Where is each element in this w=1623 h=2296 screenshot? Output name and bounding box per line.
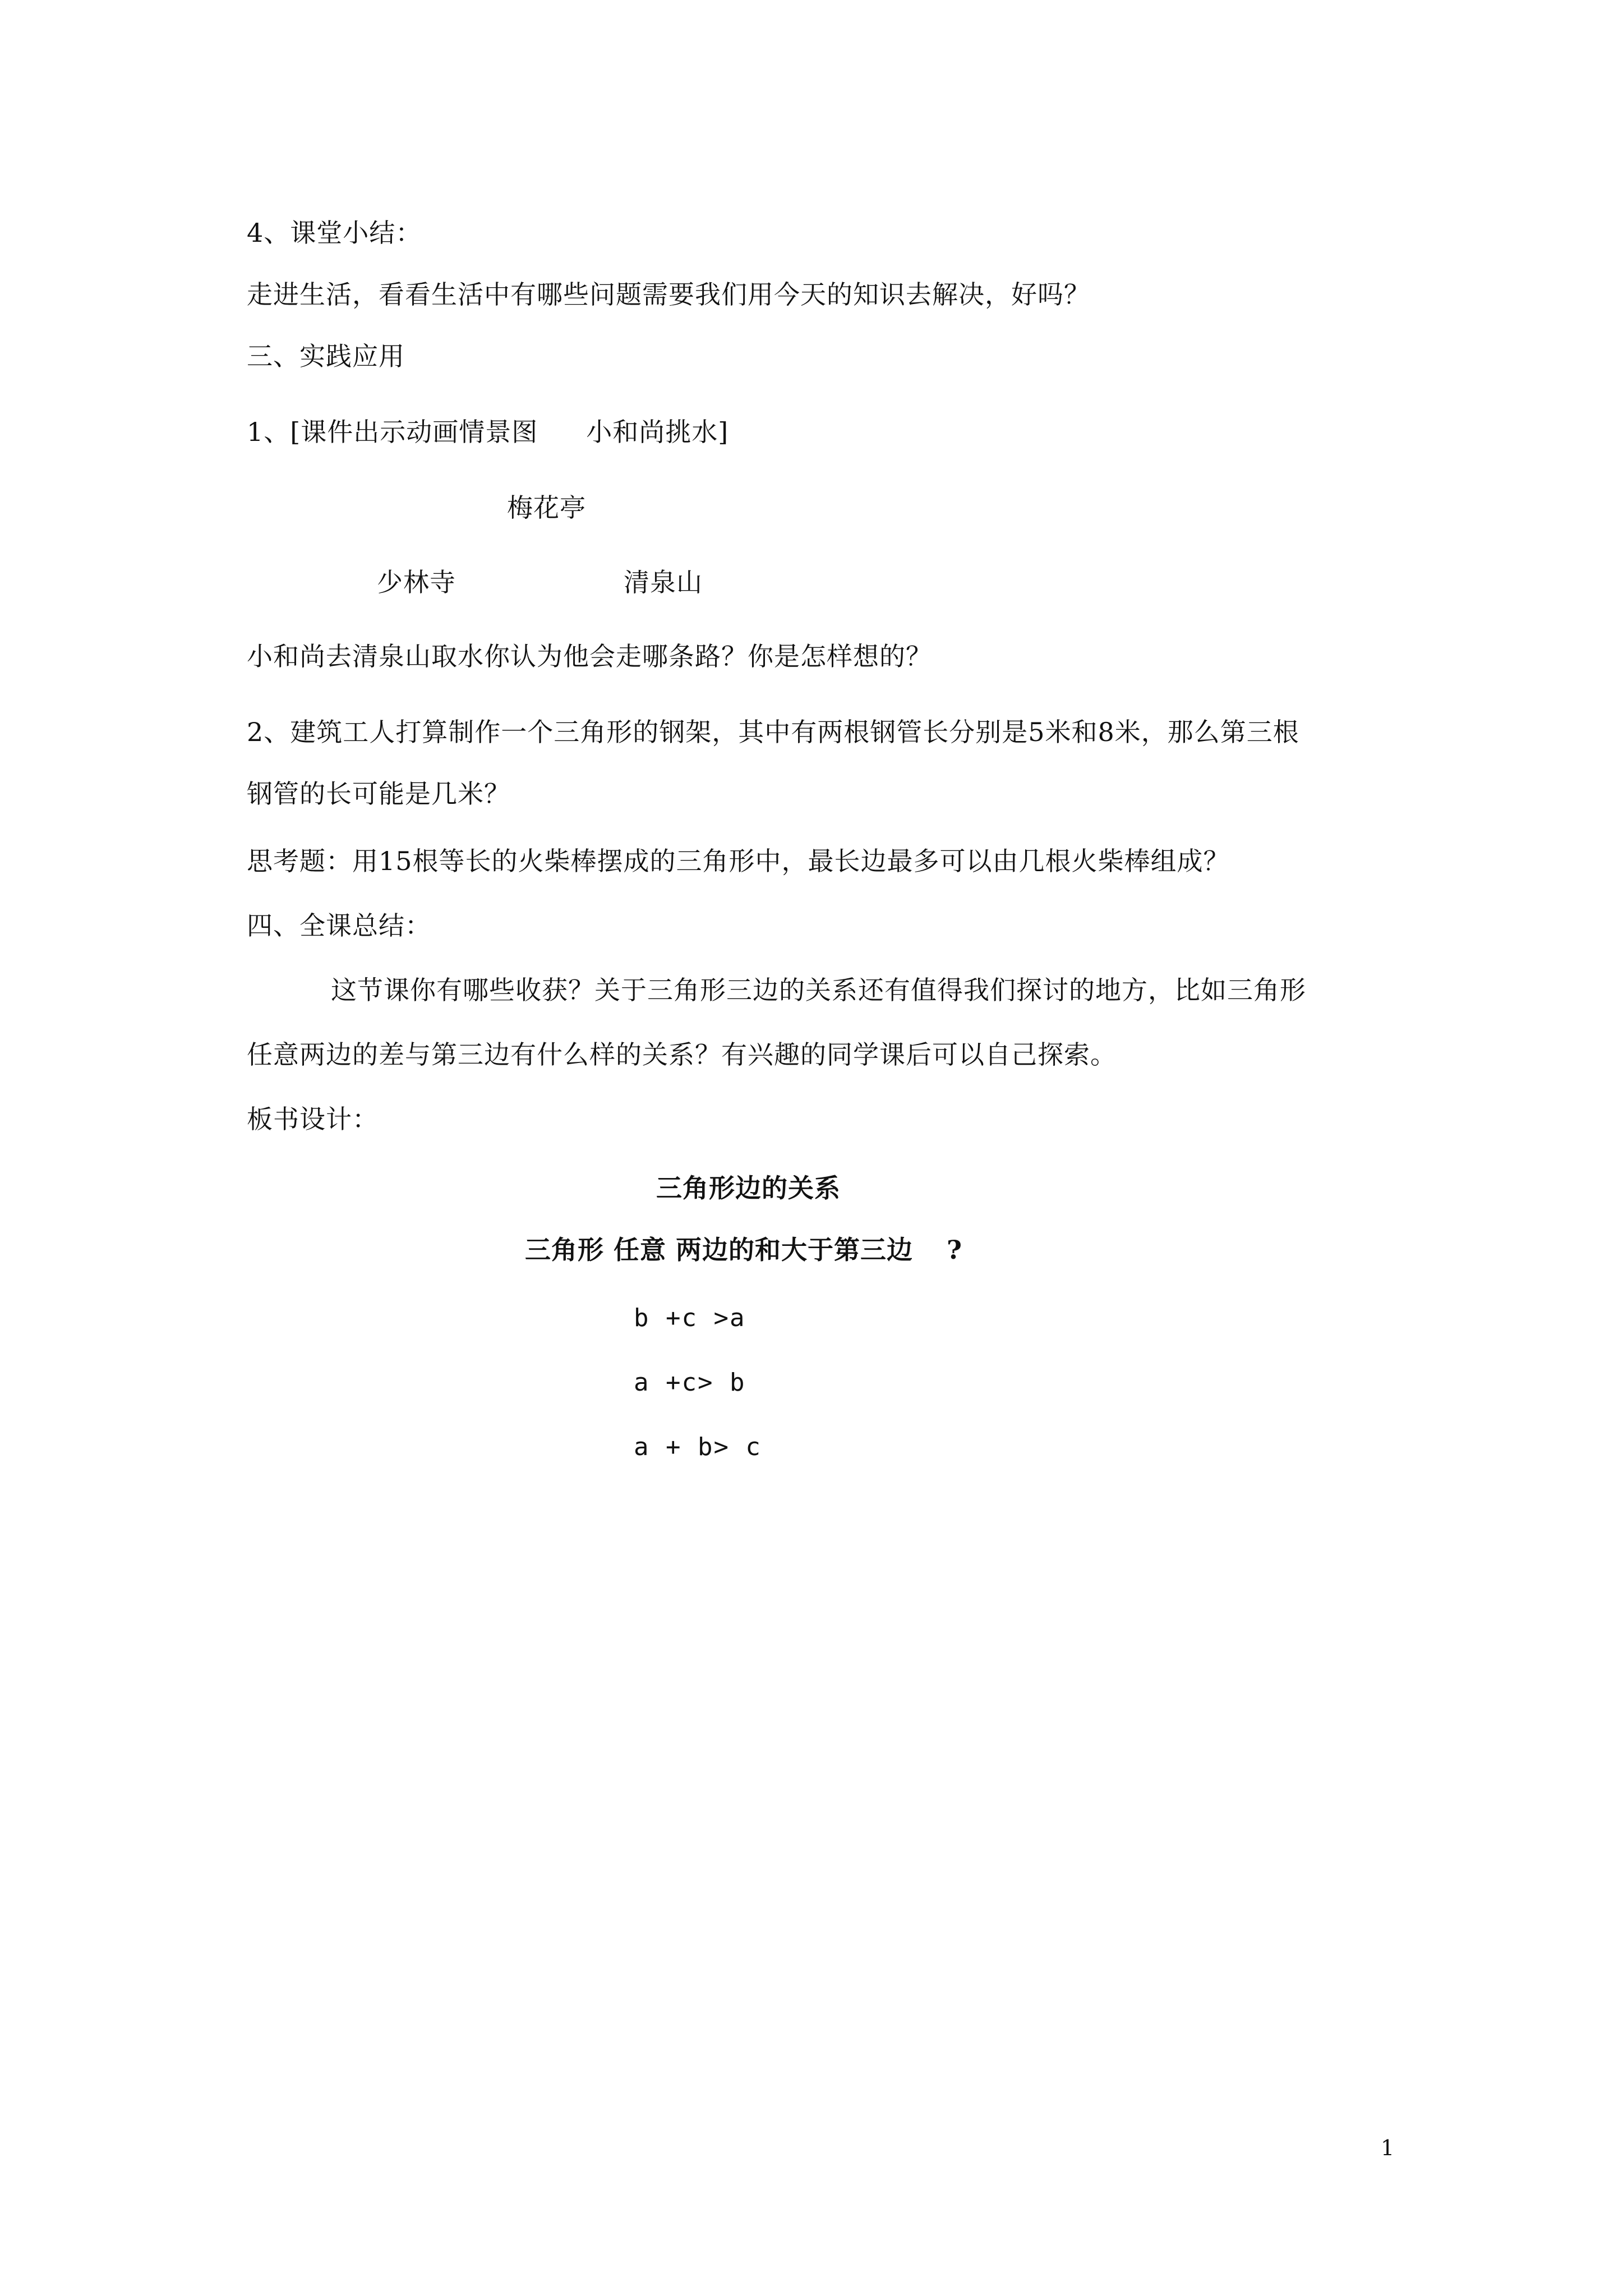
board-rule-line [525, 1233, 962, 1267]
conclusion-line1: 这节课你有哪些收获？关于三角形三边的关系还有值得我们探讨的地方，比如三角形 [331, 975, 1306, 1005]
summary-text: 走进生活，看看生活中有哪些问题需要我们用今天的知识去解决，好吗？ [247, 279, 1090, 310]
summary-heading: 4、课堂小结： [247, 218, 422, 248]
section4-heading: 四、全课总结： [247, 910, 431, 941]
formula-a-plus-c: a +c> b [634, 1368, 746, 1397]
conclusion-line2: 任意两边的差与第三边有什么样的关系？有兴趣的同学课后可以自己探索。 [247, 1039, 1117, 1070]
item1-prefix: 1、[课件出示动画情景图 [247, 417, 538, 447]
board-rule: 三角形 任意 两边的和大于第三边 [525, 1235, 914, 1265]
place-qingquanshan: 清泉山 [624, 567, 703, 597]
item1-question: 小和尚去清泉山取水你认为他会走哪条路？你是怎样想的？ [247, 641, 932, 671]
section3-heading: 三、实践应用 [247, 341, 405, 371]
board-rule-mark: ? [947, 1235, 962, 1265]
formula-a-plus-b: a + b> c [634, 1433, 762, 1461]
item1-suffix: 小和尚挑水] [586, 417, 729, 447]
place-meihuating: 梅花亭 [507, 493, 586, 523]
page-number: 1 [1381, 2136, 1395, 2160]
place-shaolinsi: 少林寺 [377, 567, 456, 597]
thinking-question: 思考题：用15根等长的火柴棒摆成的三角形中，最长边最多可以由几根火柴棒组成？ [247, 846, 1230, 876]
item1-line [247, 415, 728, 449]
formula-b-plus-c: b +c >a [634, 1304, 746, 1332]
board-heading: 板书设计： [247, 1104, 379, 1134]
item2-line2: 钢管的长可能是几米？ [247, 779, 510, 809]
item2-line1: 2、建筑工人打算制作一个三角形的钢架，其中有两根钢管长分别是5米和8米，那么第三根 [247, 717, 1299, 747]
board-title: 三角形边的关系 [656, 1173, 841, 1203]
